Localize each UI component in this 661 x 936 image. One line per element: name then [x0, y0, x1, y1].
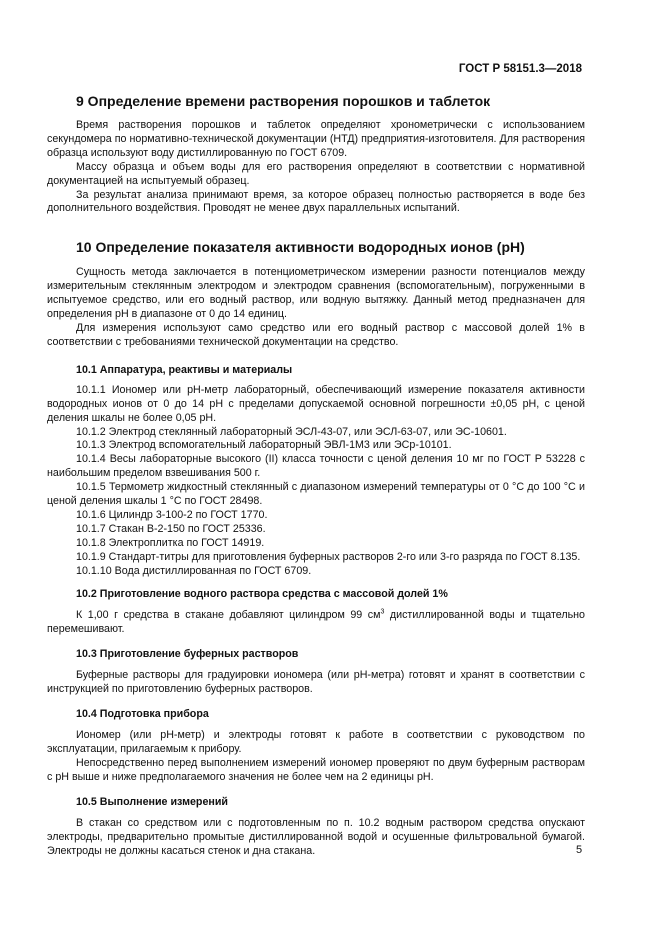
paragraph: Непосредственно перед выполнением измерений иономер проверяют по двум буферным растворам с pH выше и ниже предполагаемого значения не более чем на 2 единицы pH.	[47, 756, 585, 783]
list-item: 10.1.2 Электрод стеклянный лабораторный ЭСЛ-43-07, или ЭСЛ-63-07, или ЭС-10601.	[76, 425, 507, 438]
paragraph: Буферные растворы для градуировки иономера (или pH-метра) готовят и хранят в соответствии с инструкцией по приготовлению буферных растворов.	[47, 669, 585, 696]
paragraph	[47, 609, 585, 637]
list-item: 10.1.8 Электроплитка по ГОСТ 14919.	[76, 536, 265, 549]
subsection-10-5-heading: 10.5 Выполнение измерений	[76, 795, 228, 808]
list-item: 10.1.7 Стакан В-2-150 по ГОСТ 25336.	[76, 522, 266, 535]
list-item: 10.1.5 Термометр жидкостный стеклянный с диапазоном измерений температуры от 0 °С до 100 °С и ценой деления шкалы 1 °С по ГОСТ 28498.	[47, 481, 585, 508]
paragraph: За результат анализа принимают время, за которое образец полностью растворяется в воде без дополнительного воздействия. Проводят не менее двух параллельных испытаний.	[47, 188, 585, 215]
paragraph: Иономер (или pH-метр) и электроды готовят к работе в соответствии с руководством по эксплуатации, прилагаемым к прибору.	[47, 729, 585, 755]
list-item: 10.1.4 Весы лабораторные высокого (II) класса точности с ценой деления 10 мг по ГОСТ Р 53228 с наибольшим пределом взвешивания 500 г.	[47, 453, 585, 480]
list-item: 10.1.3 Электрод вспомогательный лабораторный ЭВЛ-1М3 или ЭСр-10101.	[76, 439, 452, 452]
paragraph: Время растворения порошков и таблеток определяют хронометрически с использованием секундомера по нормативно-технической документации (НТД) предприятия-изготовителя. Для растворения образца используют воду дистиллированную по ГОСТ 6709.	[47, 119, 585, 159]
page-number: 5	[576, 844, 583, 856]
paragraph-text: К 1,00 г средства в стакане добавляют цилиндром 99 см	[76, 609, 381, 622]
paragraph: В стакан со средством или с подготовленным по п. 10.2 водным раствором средства опускают электроды, предварительно промытые дистиллированной водой и осушенные фильтровальной бумагой. Электроды не должны касаться стенок и дна стакана.	[47, 816, 585, 857]
list-item: 10.1.1 Иономер или pH-метр лабораторный, обеспечивающий измерение показателя активности водородных ионов от 0 до 14 pH с пределами допускаемой основной погрешности ±0,05 pH, с ценой деления шкалы не более 0,05 pH.	[47, 383, 585, 424]
paragraph-text: дистиллированной воды и тщательно перемешивают.	[47, 609, 585, 636]
section-9-heading: 9 Определение времени растворения порошков и таблеток	[76, 93, 491, 109]
list-item: 10.1.6 Цилиндр 3-100-2 по ГОСТ 1770.	[76, 508, 268, 521]
list-item: 10.1.9 Стандарт-титры для приготовления буферных растворов 2-го или 3-го разряда по ГОСТ 8.135.	[76, 550, 581, 563]
page-content	[47, 90, 585, 858]
subsection-10-2-heading: 10.2 Приготовление водного раствора средства с массовой долей 1%	[76, 588, 448, 601]
subsection-10-4-heading: 10.4 Подготовка прибора	[76, 708, 209, 721]
list-item: 10.1.10 Вода дистиллированная по ГОСТ 6709.	[76, 564, 312, 577]
paragraph: Сущность метода заключается в потенциометрическом измерении разности потенциалов между измерительным стеклянным электродом и электродом сравнения (вспомогательным), погруженными в испытуемое средство, или его водный раствор, или водную вытяжку. Данный метод предназначен для определения pH в диапазоне от 0 до 14 единиц.	[47, 266, 585, 321]
subsection-10-1-heading: 10.1 Аппаратура, реактивы и материалы	[76, 363, 293, 376]
section-10-heading: 10 Определение показателя активности водородных ионов (pH)	[76, 239, 525, 256]
superscript: 3	[380, 608, 385, 616]
paragraph: Для измерения используют само средство или его водный раствор с массовой долей 1% в соответствии с требованиями технической документации на средство.	[47, 321, 585, 348]
document-id-header: ГОСТ Р 58151.3—2018	[458, 63, 582, 75]
subsection-10-3-heading: 10.3 Приготовление буферных растворов	[76, 648, 299, 661]
paragraph: Массу образца и объем воды для его растворения определяют в соответствии с нормативной документацией на испытуемый образец.	[47, 160, 585, 187]
